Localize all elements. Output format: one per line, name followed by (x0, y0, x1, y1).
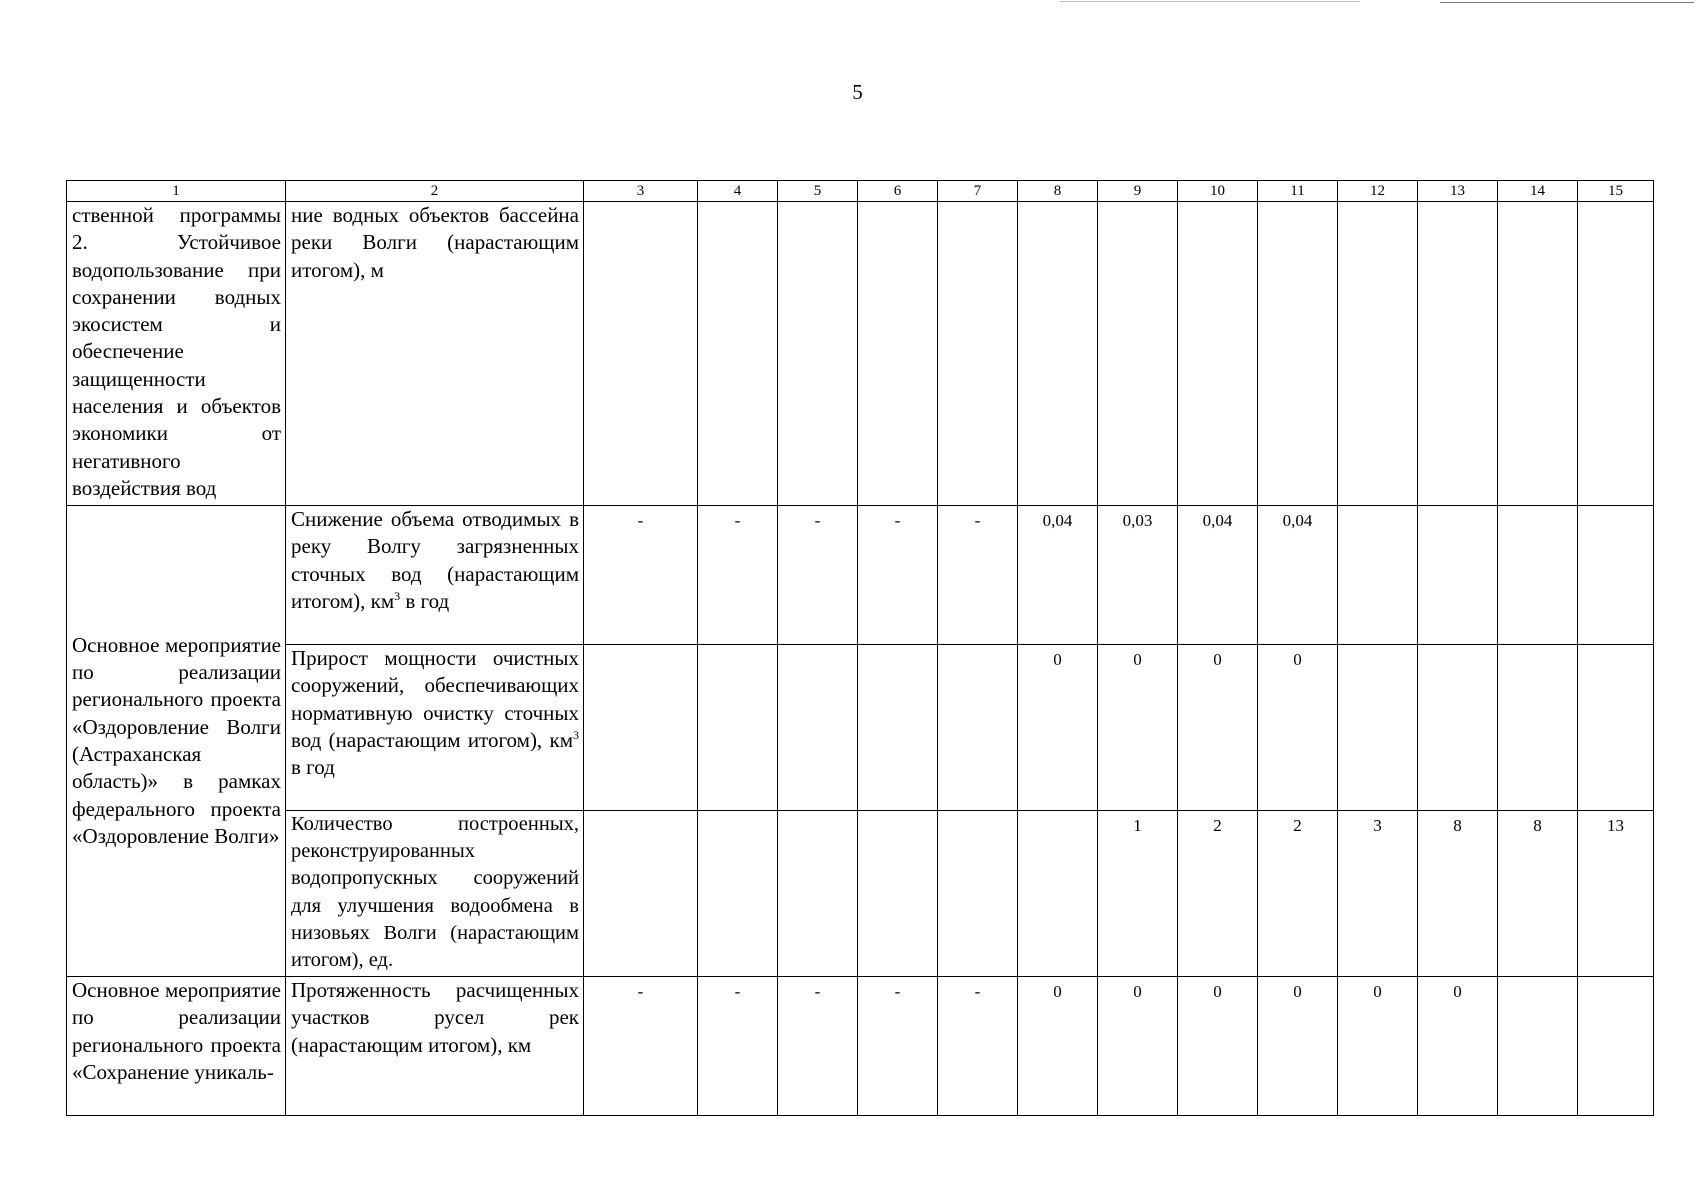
value-cell (1338, 202, 1418, 506)
indicator-text-tail: в год (291, 755, 335, 780)
activity-name-cell: Основное мероприятие по реализации регионального проекта «Сохранение уникаль- (67, 977, 286, 1116)
value-cell: 0 (1178, 645, 1258, 811)
value-cell: 8 (1418, 811, 1498, 977)
header-cell: 6 (858, 181, 938, 202)
value-cell (698, 811, 778, 977)
value-cell: 2 (1258, 811, 1338, 977)
value-cell (858, 645, 938, 811)
indicator-name-cell (286, 645, 584, 811)
value-cell (778, 202, 858, 506)
value-cell: - (698, 977, 778, 1116)
value-cell (938, 202, 1018, 506)
superscript: 3 (573, 727, 579, 742)
value-cell: 0,04 (1018, 506, 1098, 645)
value-cell (1498, 506, 1578, 645)
value-cell: 2 (1178, 811, 1258, 977)
value-cell (1018, 811, 1098, 977)
header-cell: 8 (1018, 181, 1098, 202)
value-cell (1418, 645, 1498, 811)
value-cell (938, 645, 1018, 811)
header-cell: 11 (1258, 181, 1338, 202)
value-cell: 8 (1498, 811, 1578, 977)
indicator-text: Снижение объема отводимых в реку Волгу загрязненных сточных вод (нарастающим итогом), км (291, 507, 579, 613)
header-cell: 14 (1498, 181, 1578, 202)
table-row (67, 645, 1654, 811)
table-row (67, 811, 1654, 977)
value-cell: - (584, 977, 698, 1116)
value-cell (1498, 202, 1578, 506)
value-cell: 0,04 (1258, 506, 1338, 645)
value-cell (1578, 506, 1654, 645)
header-cell: 4 (698, 181, 778, 202)
program-name-cell: ственной программы 2. Устойчивое водопользование при сохранении водных экосистем и обеспечение защищенности населения и объектов экономики от негативного воздействия вод (67, 202, 286, 506)
value-cell (1018, 202, 1098, 506)
scan-artifact-line (1440, 2, 1694, 3)
activity-name-cell: Основное мероприятие по реализации регионального проекта «Оздоровление Волги (Астраханская область)» в рамках федерального проекта «Оздоровление Волги» (67, 506, 286, 977)
value-cell: - (584, 506, 698, 645)
value-cell (1338, 645, 1418, 811)
value-cell (778, 645, 858, 811)
value-cell: - (938, 506, 1018, 645)
indicator-text: Прирост мощности очистных сооружений, обеспечивающих нормативную очистку сточных вод (нарастающим итогом), км (291, 646, 579, 752)
value-cell: 3 (1338, 811, 1418, 977)
value-cell: - (698, 506, 778, 645)
value-cell: - (938, 977, 1018, 1116)
value-cell (1498, 977, 1578, 1116)
value-cell: 0 (1418, 977, 1498, 1116)
header-cell: 3 (584, 181, 698, 202)
value-cell: 0 (1098, 977, 1178, 1116)
indicator-name-cell: Количество построенных, реконструированных водопропускных сооружений для улучшения водообмена в низовьях Волги (нарастающим итогом), ед. (286, 811, 584, 977)
value-cell (1578, 645, 1654, 811)
value-cell (858, 202, 938, 506)
value-cell (584, 202, 698, 506)
value-cell (1418, 202, 1498, 506)
indicator-name-cell: ние водных объектов бассейна реки Волги (нарастающим итогом), м (286, 202, 584, 506)
value-cell: 1 (1098, 811, 1178, 977)
value-cell: 0,04 (1178, 506, 1258, 645)
value-cell (1418, 506, 1498, 645)
table-row (67, 202, 1654, 506)
value-cell (858, 811, 938, 977)
value-cell (1178, 202, 1258, 506)
page-number: 5 (852, 80, 863, 104)
value-cell: 0 (1338, 977, 1418, 1116)
header-cell: 10 (1178, 181, 1258, 202)
table-row (67, 977, 1654, 1116)
value-cell (698, 645, 778, 811)
value-cell (1098, 202, 1178, 506)
indicator-name-cell (286, 506, 584, 645)
value-cell (1258, 202, 1338, 506)
value-cell: 0 (1258, 645, 1338, 811)
header-cell: 2 (286, 181, 584, 202)
indicator-name-cell: Протяженность расчищенных участков русел рек (нарастающим итогом), км (286, 977, 584, 1116)
scan-artifact-line (1060, 1, 1360, 2)
header-cell: 9 (1098, 181, 1178, 202)
header-cell: 12 (1338, 181, 1418, 202)
value-cell: 0 (1018, 645, 1098, 811)
value-cell (698, 202, 778, 506)
value-cell (1498, 645, 1578, 811)
value-cell (584, 645, 698, 811)
header-row (67, 181, 1654, 202)
header-cell: 1 (67, 181, 286, 202)
value-cell (1578, 202, 1654, 506)
value-cell (938, 811, 1018, 977)
header-cell: 15 (1578, 181, 1654, 202)
header-cell: 7 (938, 181, 1018, 202)
value-cell: 0 (1098, 645, 1178, 811)
value-cell: - (858, 506, 938, 645)
value-cell (1578, 977, 1654, 1116)
table-row (67, 506, 1654, 645)
value-cell: 0 (1258, 977, 1338, 1116)
value-cell: 0 (1178, 977, 1258, 1116)
value-cell: 0 (1018, 977, 1098, 1116)
indicators-table (66, 180, 1654, 1116)
header-cell: 13 (1418, 181, 1498, 202)
header-cell: 5 (778, 181, 858, 202)
value-cell: - (778, 977, 858, 1116)
value-cell: - (778, 506, 858, 645)
value-cell: 0,03 (1098, 506, 1178, 645)
superscript: 3 (394, 588, 401, 603)
value-cell (1338, 506, 1418, 645)
value-cell: 13 (1578, 811, 1654, 977)
value-cell (584, 811, 698, 977)
value-cell: - (858, 977, 938, 1116)
value-cell (778, 811, 858, 977)
indicator-text-tail: в год (405, 588, 450, 613)
